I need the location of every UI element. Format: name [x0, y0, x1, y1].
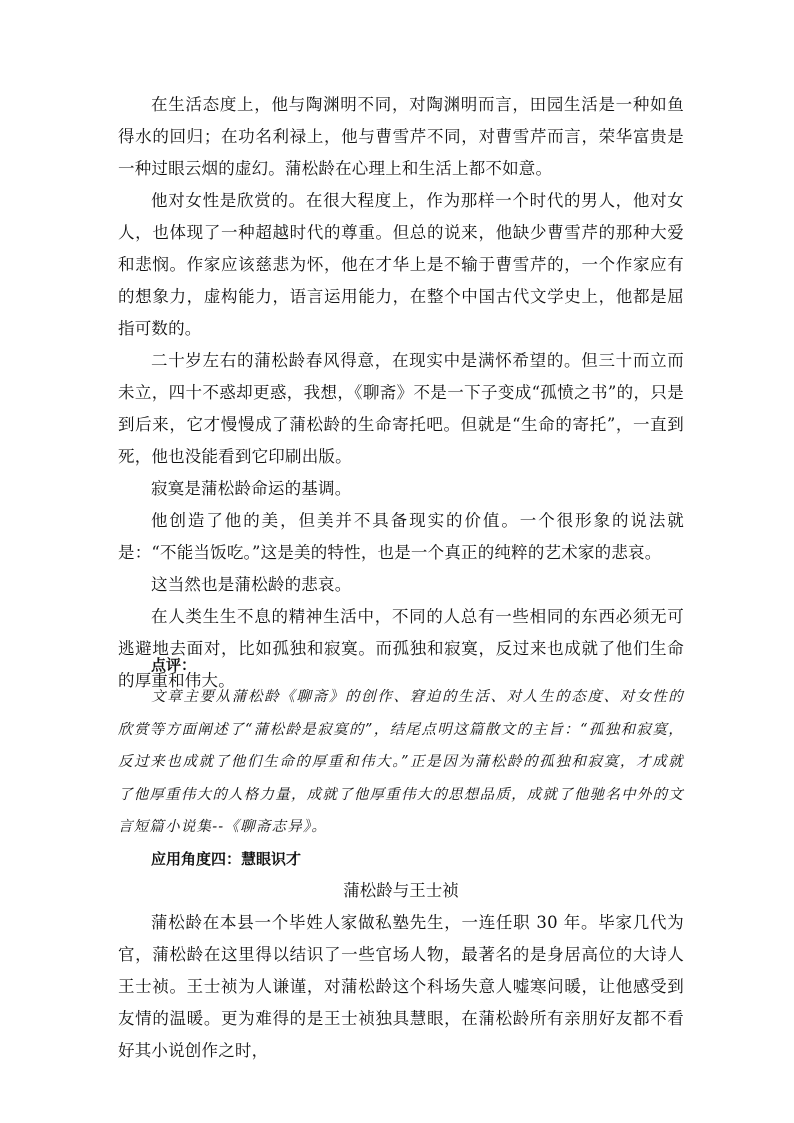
essay-paragraph: 他创造了他的美，但美并不具备现实的价值。一个很形象的说法就是：“不能当饭吃。”这是美的特性，也是一个真正的纯粹的艺术家的悲哀。	[118, 511, 684, 562]
essay-paragraph: 他对女性是欣赏的。在很大程度上，作为那样一个时代的男人，他对女人，也体现了一种超越时代的尊重。但总的说来，他缺少曹雪芹的那种大爱和悲悯。作家应该慈悲为怀，他在才华上是不输于曹雪芹的，一个作家应有的想象力，虚构能力，语言运用能力，在整个中国古代文学史上，他都是屈指可数的。	[118, 191, 684, 338]
essay-body	[118, 89, 684, 697]
commentary-text: 文章主要从蒲松龄《聊斋》的创作、窘迫的生活、对人生的态度、对女性的欣赏等方面阐述了“蒲松龄是寂寞的”，结尾点明这篇散文的主旨：“孤独和寂寞，反过来也成就了他们生命的厚重和伟大。”正是因为蒲松龄的孤独和寂寞，才成就了他厚重伟大的人格力量，成就了他厚重伟大的思想品质，成就了他驰名中外的文言短篇小说集--《聊斋志异》。	[118, 689, 684, 835]
section-paragraph: 蒲松龄在本县一个毕姓人家做私塾先生，一连任职 30 年。毕家几代为官，蒲松龄在这里得以结识了一些官场人物，最著名的是身居高位的大诗人王士祯。王士祯为人谦谨，对蒲松龄这个科场失意人嘘寒问暖，让他感受到友情的温暖。更为难得的是王士祯独具慧眼，在蒲松龄所有亲朋好友都不看好其小说创作之时，	[118, 913, 684, 1060]
application-section	[118, 843, 684, 1067]
essay-paragraph: 寂寞是蒲松龄命运的基调。	[151, 479, 352, 498]
essay-paragraph: 这当然也是蒲松龄的悲哀。	[151, 575, 352, 594]
essay-paragraph: 在生活态度上，他与陶渊明不同，对陶渊明而言，田园生活是一种如鱼得水的回归；在功名利禄上，他与曹雪芹不同，对曹雪芹而言，荣华富贵是一种过眼云烟的虚幻。蒲松龄在心理上和生活上都不如意。	[118, 95, 684, 178]
essay-paragraph: 二十岁左右的蒲松龄春风得意，在现实中是满怀希望的。但三十而立而未立，四十不惑却更惑，我想，《聊斋》不是一下子变成“孤愤之书”的，只是到后来，它才慢慢成了蒲松龄的生命寄托吧。但就是“生命的寄托”，一直到死，他也没能看到它印刷出版。	[118, 351, 684, 466]
essay-paragraph: 在人类生生不息的精神生活中，不同的人总有一些相同的东西必须无可逃避地去面对，比如孤独和寂寞。而孤独和寂寞，反过来也成就了他们生命的厚重和伟大。	[118, 607, 684, 690]
section-subtitle: 蒲松龄与王士祯	[343, 881, 459, 900]
section-heading: 应用角度四：慧眼识才	[151, 850, 302, 868]
commentary-label: 点评：	[151, 656, 197, 674]
commentary-block	[118, 649, 684, 844]
